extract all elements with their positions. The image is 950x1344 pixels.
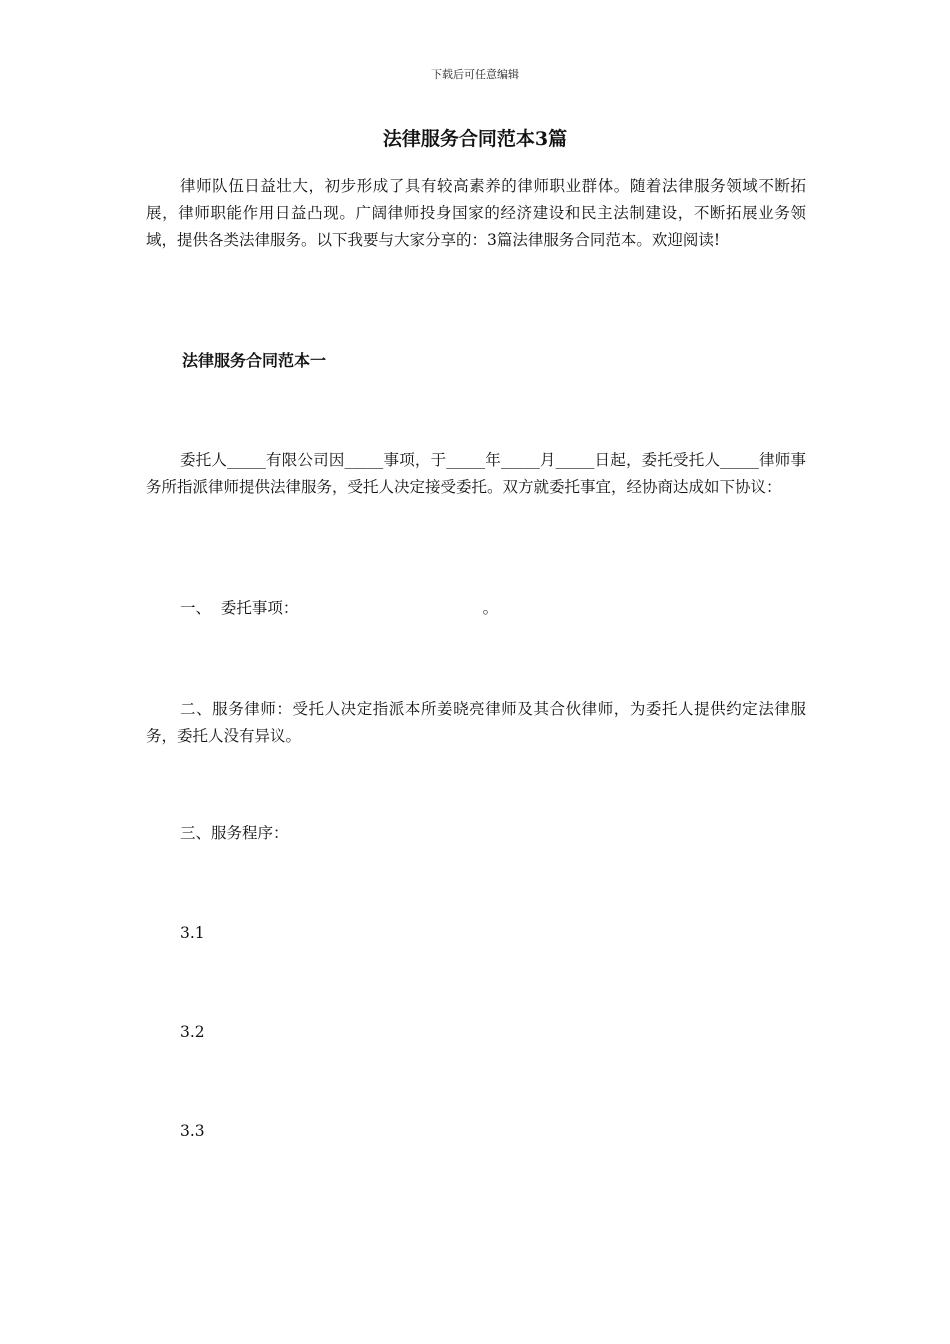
clause-item-3: 三、服务程序：	[180, 824, 289, 842]
parties-clause: 委托人_____有限公司因_____事项，于_____年_____月_____日起，委托受托人_____律师事务所指派律师提供法律服务，受托人决定接受委托。双方就委托事宜，经协商达成如下协议：	[146, 451, 806, 496]
clause-item-1	[180, 595, 498, 622]
sub-item-3-3: 3.3	[180, 1122, 205, 1140]
clause-item-1-label: 一、 委托事项：	[180, 599, 291, 617]
clause-item-2: 二、服务律师：受托人决定指派本所姜晓亮律师及其合伙律师，为委托人提供约定法律服务，委托人没有异议。	[146, 700, 806, 745]
document-title: 法律服务合同范本3篇	[382, 128, 568, 150]
intro-paragraph: 律师队伍日益壮大，初步形成了具有较高素养的律师职业群体。随着法律服务领域不断拓展，律师职能作用日益凸现。广阔律师投身国家的经济建设和民主法制建设，不断拓展业务领域，提供各类法律服务。以下我要与大家分享的：3篇法律服务合同范本。欢迎阅读!	[146, 177, 806, 249]
clause-item-1-end: 。	[482, 599, 499, 617]
sub-item-3-2: 3.2	[180, 1023, 205, 1041]
sub-item-3-1: 3.1	[180, 924, 205, 942]
download-note: 下载后可任意编辑	[431, 68, 519, 81]
section-heading: 法律服务合同范本一	[182, 351, 327, 370]
